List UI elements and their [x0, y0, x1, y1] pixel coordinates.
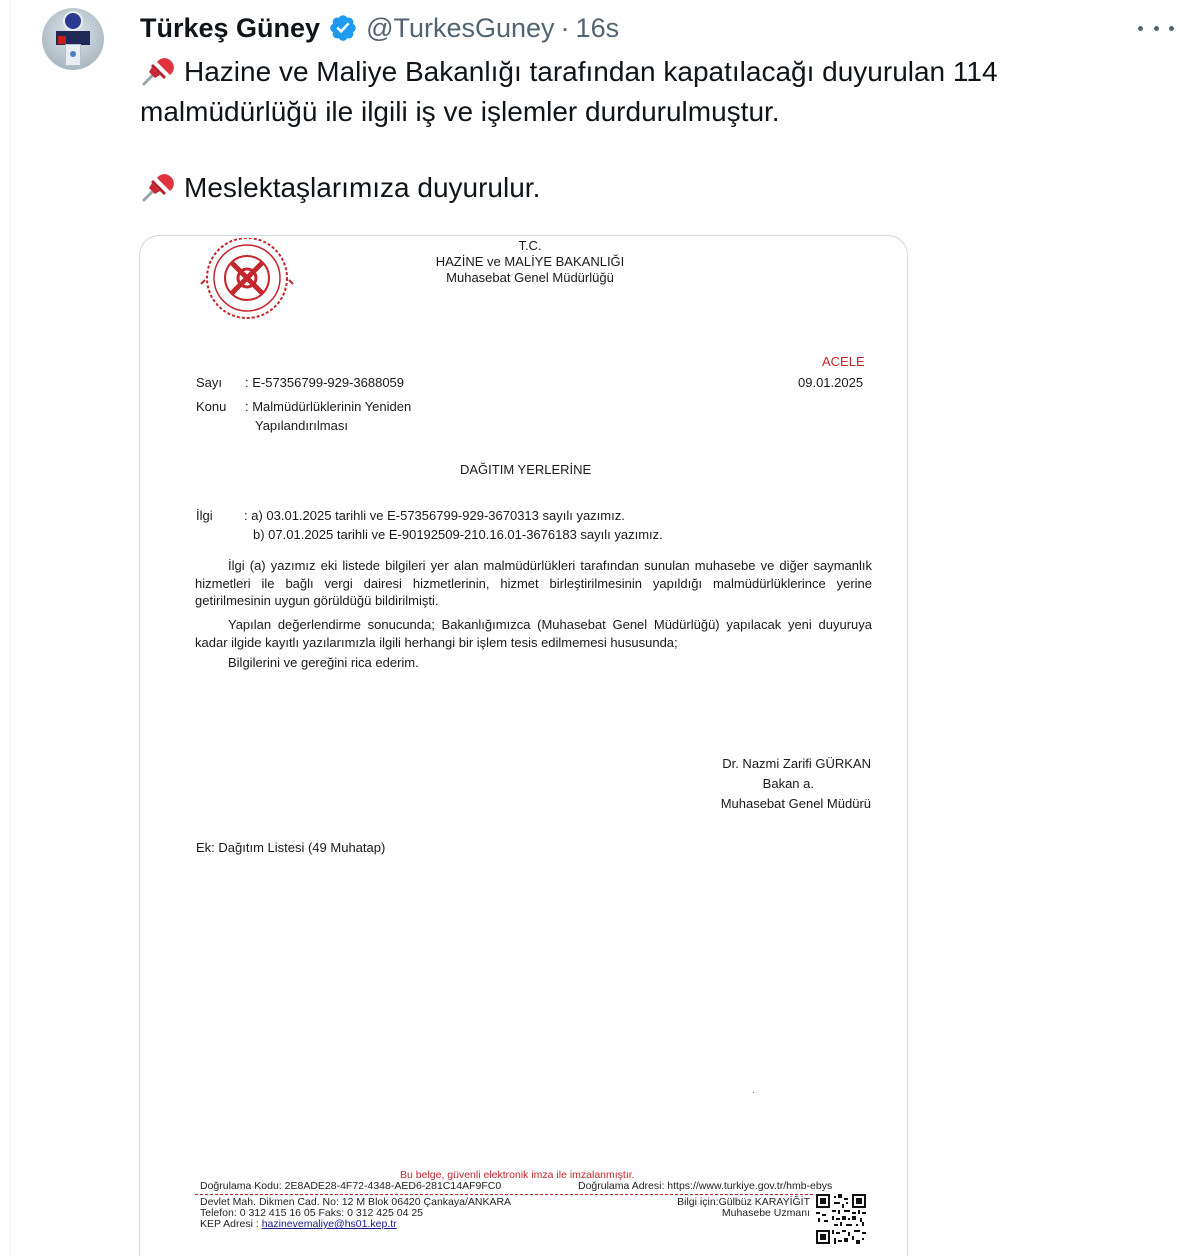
verified-badge-icon[interactable]	[328, 13, 358, 43]
user-handle[interactable]: @TurkesGuney	[366, 12, 555, 43]
tweet-paragraph-1: Hazine ve Maliye Bakanlığı tarafından kapatılacağı duyurulan 114 malmüdürlüğü ile ilgili iş ve işlemler durdurulmuştur.	[140, 56, 998, 127]
signature-block: Dr. Nazmi Zarifi GÜRKAN Bakan a. Muhasebat Genel Müdürü	[720, 756, 871, 811]
attachment-note: Ek: Dağıtım Listesi (49 Muhatap)	[196, 840, 386, 855]
body-paragraph-3: Bilgilerini ve gereğini rica ederim.	[228, 655, 419, 670]
document-date: 09.01.2025	[798, 375, 864, 390]
info-contact: Bilgi için:Gülbüz KARAYİĞİT	[677, 1196, 810, 1208]
kep-line: KEP Adresi : hazinevemaliye@hs01.kep.tr	[200, 1218, 397, 1230]
tweet-header	[140, 11, 619, 45]
body-paragraph-2: Yapılan değerlendirme sonucunda; Bakanlığımızca (Muhasebat Genel Müdürlüğü) yapılacak yeni duyuruya kadar ilgide kayıtlı yazılarımızla ilgili herhangi bir işlem tesis edilmemesi hususunda;	[195, 617, 872, 650]
ministry-emblem-logo	[195, 238, 299, 322]
timeline-left-border	[10, 0, 11, 1256]
more-options-icon[interactable]	[1138, 16, 1174, 40]
esign-note: Bu belge, güvenli elektronik imza ile imzalanmıştır.	[400, 1169, 635, 1181]
timestamp[interactable]: 16s	[575, 12, 620, 43]
ilgi-label: İlgi	[196, 508, 213, 523]
phone-line: Telefon: 0 312 415 16 05 Faks: 0 312 425 04 25	[200, 1207, 424, 1219]
info-title: Muhasebe Uzmanı	[721, 1207, 810, 1219]
address-line: Devlet Mah. Dikmen Cad. No: 12 M Blok 06420 Çankaya/ANKARA	[200, 1196, 512, 1208]
tweet-paragraph-2: Meslektaşlarımıza duyurulur.	[140, 168, 1180, 208]
qr-code-icon	[816, 1194, 866, 1244]
body-paragraph-1: İlgi (a) yazımız eki listede bilgileri yer alan malmüdürlükleri tarafından sunulan muhasebe ve diğer saymanlık hizmetleri ile bağlı vergi dairesi hizmetlerinin, hizmet birleştirilmesinin yapıldığı malmüdürlüklerince yerine getirilmesinin uygun görüldüğü bildirilmişti.	[195, 558, 872, 608]
konu-value-cont: Yapılandırılması	[255, 418, 348, 433]
official-letter-document	[140, 236, 908, 1256]
konu-label: Konu	[196, 399, 227, 414]
urgency-label: ACELE	[822, 354, 865, 369]
verify-address: Doğrulama Adresi: https://www.turkiye.gov.tr/hmb-ebys	[578, 1180, 833, 1192]
verify-code: Doğrulama Kodu: 2E8ADE28-4F72-4348-AED6-281C14AF9FC0	[200, 1180, 502, 1192]
tweet-media-image[interactable]	[139, 235, 908, 1256]
ilgi-a: : a) 03.01.2025 tarihli ve E-57356799-929-3670313 sayılı yazımız.	[244, 508, 625, 523]
sayi-label: Sayı	[196, 375, 223, 390]
ilgi-b: b) 07.01.2025 tarihli ve E-90192509-210.16.01-3676183 sayılı yazımız.	[253, 527, 663, 542]
separator-dot: ·	[560, 12, 570, 43]
display-name[interactable]: Türkeş Güney	[140, 12, 321, 43]
avatar[interactable]	[42, 8, 104, 70]
document-header: T.C. HAZİNE ve MALİYE BAKANLIĞI Muhasebat Genel Müdürlüğü	[435, 238, 625, 285]
konu-value: : Malmüdürlüklerinin Yeniden	[245, 399, 412, 414]
recipients-heading: DAĞITIM YERLERİNE	[460, 462, 592, 477]
tweet-text	[140, 52, 1180, 208]
pushpin-icon	[140, 54, 178, 86]
stray-mark: ·	[752, 1087, 755, 1097]
sayi-value: : E-57356799-929-3688059	[245, 375, 405, 390]
pushpin-icon	[140, 170, 178, 202]
